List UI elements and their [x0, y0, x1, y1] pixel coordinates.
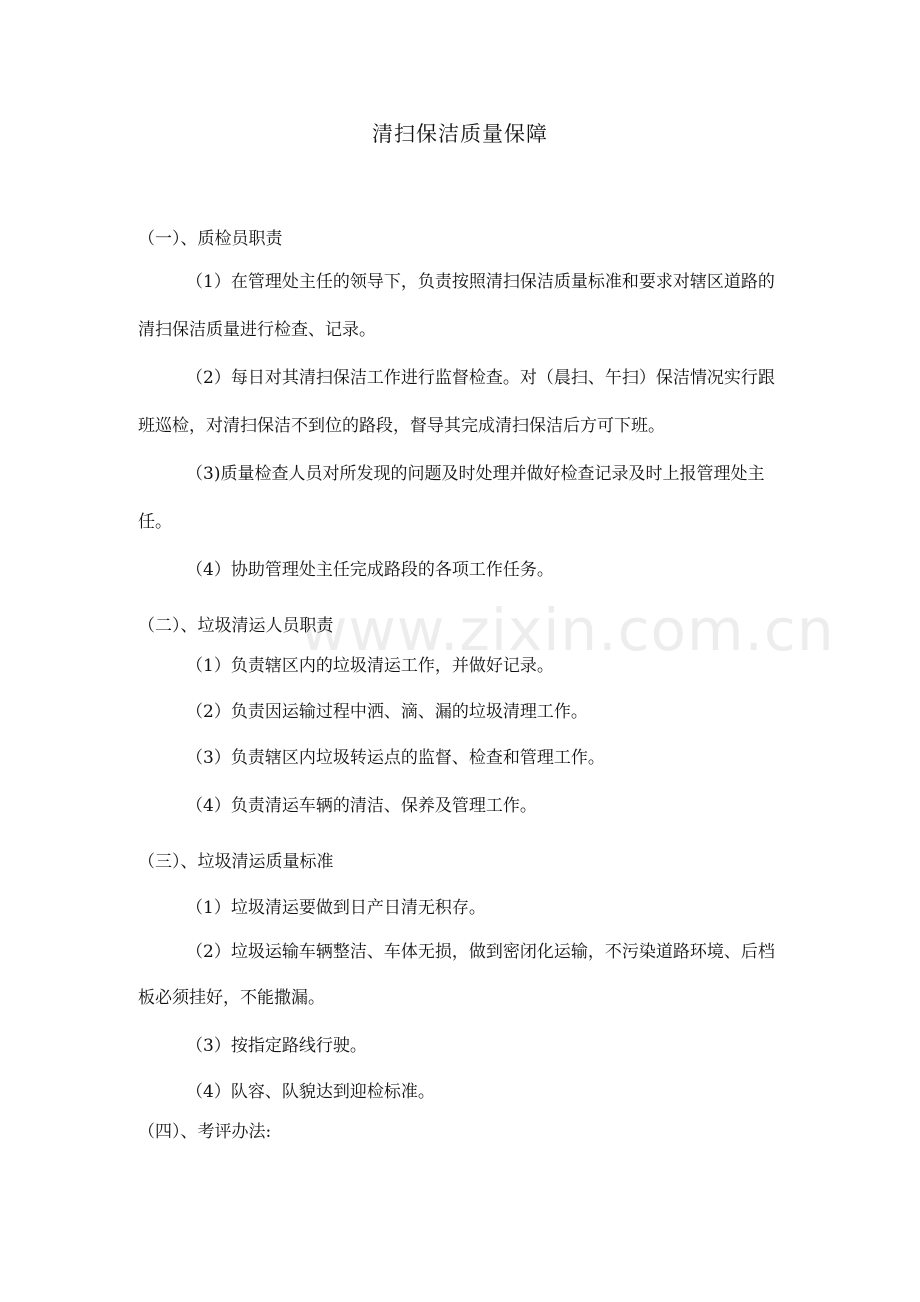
paragraph-line: （2）每日对其清扫保洁工作进行监督检查。对（晨扫、午扫）保洁情况实行跟	[186, 368, 775, 388]
paragraph-line: （1）在管理处主任的领导下，负责按照清扫保洁质量标准和要求对辖区道路的	[186, 272, 775, 292]
paragraph-line: （2）负责因运输过程中洒、滴、漏的垃圾清理工作。	[186, 702, 588, 722]
paragraph-line: 任。	[138, 512, 172, 532]
paragraph-line: 板必须挂好，不能撒漏。	[138, 988, 325, 1008]
paragraph-line: （3）按指定路线行驶。	[186, 1036, 367, 1056]
paragraph-line: （3)质量检查人员对所发现的问题及时处理并做好检查记录及时上报管理处主	[186, 464, 765, 484]
paragraph-line: （4）队容、队貌达到迎检标准。	[186, 1082, 435, 1102]
document-title: 清扫保洁质量保障	[372, 122, 548, 146]
paragraph-line: （4）负责清运车辆的清洁、保养及管理工作。	[186, 796, 537, 816]
paragraph-line: 清扫保洁质量进行检查、记录。	[138, 320, 376, 340]
paragraph-line: 班巡检，对清扫保洁不到位的路段，督导其完成清扫保洁后方可下班。	[138, 416, 665, 436]
section-heading: （一）、质检员职责	[138, 229, 283, 249]
paragraph-line: （3）负责辖区内垃圾转运点的监督、检查和管理工作。	[186, 748, 605, 768]
paragraph-line: （2）垃圾运输车辆整洁、车体无损，做到密闭化运输，不污染道路环境、后档	[186, 942, 775, 962]
section-heading: （三）、垃圾清运质量标准	[138, 852, 334, 872]
paragraph-line: （1）负责辖区内的垃圾清运工作，并做好记录。	[186, 656, 554, 676]
watermark: www.zixin.com.cn	[300, 596, 835, 664]
section-heading: （二）、垃圾清运人员职责	[138, 616, 334, 636]
paragraph-line: （1）垃圾清运要做到日产日清无积存。	[186, 898, 486, 918]
paragraph-line: （4）协助管理处主任完成路段的各项工作任务。	[186, 560, 554, 580]
section-heading: （四）、考评办法:	[138, 1122, 272, 1142]
